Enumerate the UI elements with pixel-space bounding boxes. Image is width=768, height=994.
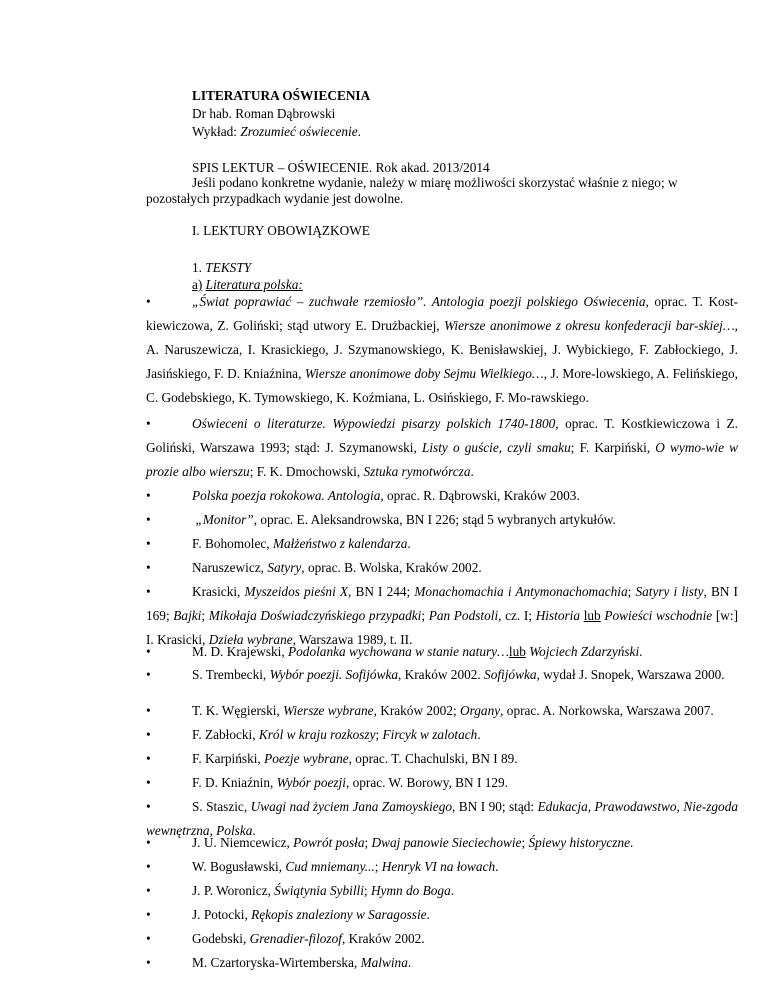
item-text: F. Zabłocki,	[192, 727, 259, 742]
item-text: .	[407, 955, 412, 970]
lecture-suffix: .	[357, 124, 361, 139]
item-text: , cz. I;	[498, 608, 536, 623]
document-title: LITERATURA OŚWIECENIA	[192, 88, 371, 103]
work-title: Oświeceni o literaturze. Wypowiedzi pisarzy polskich 1740-1800	[192, 416, 556, 431]
work-title: Dwaj panowie Sieciechowie	[371, 835, 522, 850]
bullet-icon: •	[146, 907, 151, 922]
bullet-icon: •	[146, 667, 151, 682]
item-text: , oprac. W. Borowy, BN I 129.	[345, 775, 508, 790]
item-text: W. Bogusławski,	[192, 859, 286, 874]
item-text: F. D. Kniaźnin,	[192, 775, 277, 790]
work-title: Małżeństwo z kalendarza	[272, 536, 408, 551]
bullet-icon: •	[146, 536, 151, 551]
work-title: Wiersze anonimowe doby Sejmu Wielkiego…	[304, 366, 544, 381]
work-title: Fircyk w zalotach	[382, 727, 478, 742]
item-text: .	[470, 464, 474, 479]
work-title: Wybór poezji. Sofijówka	[269, 667, 398, 682]
bullet-icon: •	[146, 416, 151, 431]
item-text: , BN I 90; stąd:	[452, 799, 538, 814]
lecture-line	[192, 124, 361, 140]
reading-list-heading: SPIS LEKTUR – OŚWIECENIE. Rok akad. 2013/2014	[192, 160, 490, 175]
work-title: Mikołaja Doświadczyńskiego przypadki	[208, 608, 422, 623]
work-title: Powrót posła	[293, 835, 365, 850]
reading-list-note-line2: pozostałych przypadkach wydanie jest dowolne.	[146, 191, 404, 206]
item-text: ; F. K. Dmochowski,	[249, 464, 364, 479]
item-text: .	[630, 835, 634, 850]
list-item	[146, 831, 738, 855]
list-item	[146, 556, 738, 580]
item-text: , oprac. B. Wolska, Kraków 2002.	[301, 560, 482, 575]
subsection-label: TEKSTY	[205, 260, 252, 275]
item-text: .	[639, 644, 643, 659]
bullet-icon: •	[146, 584, 151, 599]
list-item	[146, 771, 738, 795]
item-text: T. K. Węgierski,	[192, 703, 284, 718]
lecture-prefix: Wykład:	[192, 124, 241, 139]
work-title: Śpiewy historyczne	[528, 835, 631, 850]
item-text: J. P. Woronicz,	[192, 883, 275, 898]
work-title: Świątynia Sybilli	[274, 883, 364, 898]
item-text: .	[495, 859, 499, 874]
work-title: Monachomachia i Antymonachomachia	[414, 584, 628, 599]
item-text: Naruszewicz,	[192, 560, 268, 575]
item-text: , oprac. E. Aleksandrowska, BN I 226; stąd 5 wybranych artykułów.	[253, 512, 616, 527]
item-text: J. U. Niemcewicz,	[192, 835, 294, 850]
item-text: ;	[521, 835, 529, 850]
item-text: , J. More-lowskiego, A. Felińskiego, C. Godebskiego, K. Tymowskiego, K. Koźmiana, L. Osińskiego, F. Mo-rawskiego.	[146, 366, 738, 405]
work-title: Wiersze wybrane	[283, 703, 374, 718]
work-title: Król w kraju rozkoszy	[258, 727, 376, 742]
item-text: , oprac. R. Dąbrowski, Kraków 2003.	[380, 488, 580, 503]
lecturer-name: Dr hab. Roman Dąbrowski	[192, 106, 336, 121]
bullet-icon: •	[146, 799, 151, 814]
list-item	[146, 508, 738, 532]
item-text: S. Trembecki,	[192, 667, 270, 682]
bullet-icon: •	[146, 644, 151, 659]
list-item	[146, 640, 738, 664]
item-text: .	[407, 536, 411, 551]
item-text: , Kraków 2002;	[373, 703, 460, 718]
item-text: Krasicki,	[192, 584, 245, 599]
item-text: ;	[627, 584, 636, 599]
item-text: S. Staszic,	[192, 799, 251, 814]
item-text: .	[252, 823, 256, 838]
item-text: F. Karpiński,	[192, 751, 265, 766]
list-item	[146, 484, 738, 508]
bullet-icon: •	[146, 751, 151, 766]
work-title: Myszeidos pieśni X,	[244, 584, 352, 599]
list-item	[146, 903, 738, 927]
bullet-icon: •	[146, 859, 151, 874]
item-text: F. Bohomolec,	[192, 536, 273, 551]
list-item	[146, 723, 738, 747]
alternative-marker: lub	[508, 644, 526, 659]
item-text: ; F. Karpiński,	[570, 440, 656, 455]
lecture-title: Zrozumieć oświecenie	[240, 124, 358, 139]
item-text: , Kraków 2002.	[341, 931, 425, 946]
work-title: Cud mniemany...	[285, 859, 375, 874]
work-title: Wojciech Zdarzyński	[529, 644, 640, 659]
item-text: , BN I 169;	[146, 584, 738, 623]
work-title: Poezje wybrane	[264, 751, 349, 766]
section-heading: I. LEKTURY OBOWIĄZKOWE	[192, 223, 370, 238]
work-title: Sofijówka	[484, 667, 537, 682]
work-title: Organy	[460, 703, 501, 718]
bullet-icon: •	[146, 955, 151, 970]
list-item	[146, 663, 738, 687]
work-title: Malwina	[360, 955, 408, 970]
bullet-icon: •	[146, 512, 151, 527]
list-item	[146, 951, 738, 975]
work-title: Powieści wschodnie	[604, 608, 713, 623]
work-title: „Monitor”	[192, 512, 254, 527]
work-title: „Świat poprawiać – zuchwałe rzemiosło”. Antologia poezji polskiego Oświecenia	[192, 294, 646, 309]
work-title: Satyry i listy	[635, 584, 704, 599]
item-text: M. Czartoryska-Wirtemberska,	[192, 955, 361, 970]
item-text: Godebski,	[192, 931, 250, 946]
item-text: , oprac. T. Kost-kiewiczowa, Z. Goliński; stąd utwory E. Drużbackiej,	[146, 294, 738, 333]
item-text: ;	[375, 727, 383, 742]
item-text: .	[450, 883, 455, 898]
list-item	[146, 855, 738, 879]
list-item	[146, 290, 738, 410]
bullet-icon: •	[146, 931, 151, 946]
item-text: ;	[363, 883, 371, 898]
item-text: , Kraków 2002.	[398, 667, 485, 682]
reading-list-note	[146, 175, 736, 207]
reading-list-note-line1: Jeśli podano konkretne wydanie, należy w miarę możliwości skorzystać właśnie z niego; w	[192, 175, 678, 190]
list-item	[146, 747, 738, 771]
item-text: ;	[421, 608, 429, 623]
work-title: Wybór poezji	[276, 775, 346, 790]
work-title: Historia	[535, 608, 581, 623]
sub-a-label: Literatura polska:	[205, 277, 303, 292]
work-title: Podolanka wychowana w stanie natury…	[288, 644, 509, 659]
sub-a-letter: a)	[192, 277, 203, 292]
item-text: , wydał J. Snopek, Warszawa 2000.	[536, 667, 725, 682]
list-item	[146, 879, 738, 903]
work-title: Dzieła wybrane	[208, 632, 293, 647]
item-text: J. Potocki,	[192, 907, 252, 922]
bullet-icon: •	[146, 835, 151, 850]
item-text: ;	[374, 859, 382, 874]
item-text: , oprac. T. Chachulski, BN I 89.	[348, 751, 518, 766]
work-title: Grenadier-filozof	[249, 931, 342, 946]
item-text: , A. Naruszewicza, I. Krasickiego, J. Szymanowskiego, K. Benisławskiej, J. Wybickiego, F. Zabłockiego, J. Jasińskiego, F. D. Kniaźnina,	[146, 318, 738, 381]
work-title: Henryk VI na łowach	[381, 859, 496, 874]
list-item	[146, 927, 738, 951]
item-text: .	[426, 907, 430, 922]
work-title: Edukacja, Prawodawstwo, Nie-zgoda wewnętrzna, Polska	[146, 799, 738, 838]
work-title: Sztuka rymotwórcza	[363, 464, 471, 479]
bullet-icon: •	[146, 294, 151, 309]
subsection-number: 1.	[192, 260, 206, 275]
subsection-heading	[192, 260, 251, 276]
bullet-icon: •	[146, 703, 151, 718]
work-title: Satyry	[267, 560, 302, 575]
list-item	[146, 412, 738, 484]
item-text: , oprac. A. Norkowska, Warszawa 2007.	[500, 703, 714, 718]
work-title: Listy o guście, czyli smaku	[421, 440, 571, 455]
work-title: Pan Podstoli	[428, 608, 499, 623]
bullet-icon: •	[146, 560, 151, 575]
work-title: Polska poezja rokokowa. Antologia	[192, 488, 381, 503]
work-title: Bajki	[173, 608, 202, 623]
alternative-marker: lub	[583, 608, 601, 623]
work-title: Hymn do Boga	[370, 883, 451, 898]
item-text: ;	[201, 608, 209, 623]
item-text: ;	[364, 835, 372, 850]
bullet-icon: •	[146, 727, 151, 742]
work-title: Rękopis znaleziony w Saragossie	[251, 907, 427, 922]
item-text: .	[477, 727, 481, 742]
item-text: [w:] I. Krasicki,	[146, 608, 738, 647]
bullet-icon: •	[146, 883, 151, 898]
work-title: Wiersze anonimowe z okresu konfederacji bar-skiej…	[444, 318, 735, 333]
item-text: , Warszawa 1989, t. II.	[292, 632, 413, 647]
item-text: M. D. Krajewski,	[192, 644, 289, 659]
bullet-icon: •	[146, 488, 151, 503]
list-item	[146, 532, 738, 556]
list-item	[146, 699, 738, 723]
bullet-icon: •	[146, 775, 151, 790]
item-text: , oprac. T. Kostkiewiczowa i Z. Goliński, Warszawa 1993; stąd: J. Szymanowski,	[146, 416, 738, 455]
item-text: BN I 244;	[351, 584, 415, 599]
work-title: O wymo-wie w prozie albo wierszu	[146, 440, 738, 479]
work-title: Uwagi nad życiem Jana Zamoyskiego	[250, 799, 452, 814]
